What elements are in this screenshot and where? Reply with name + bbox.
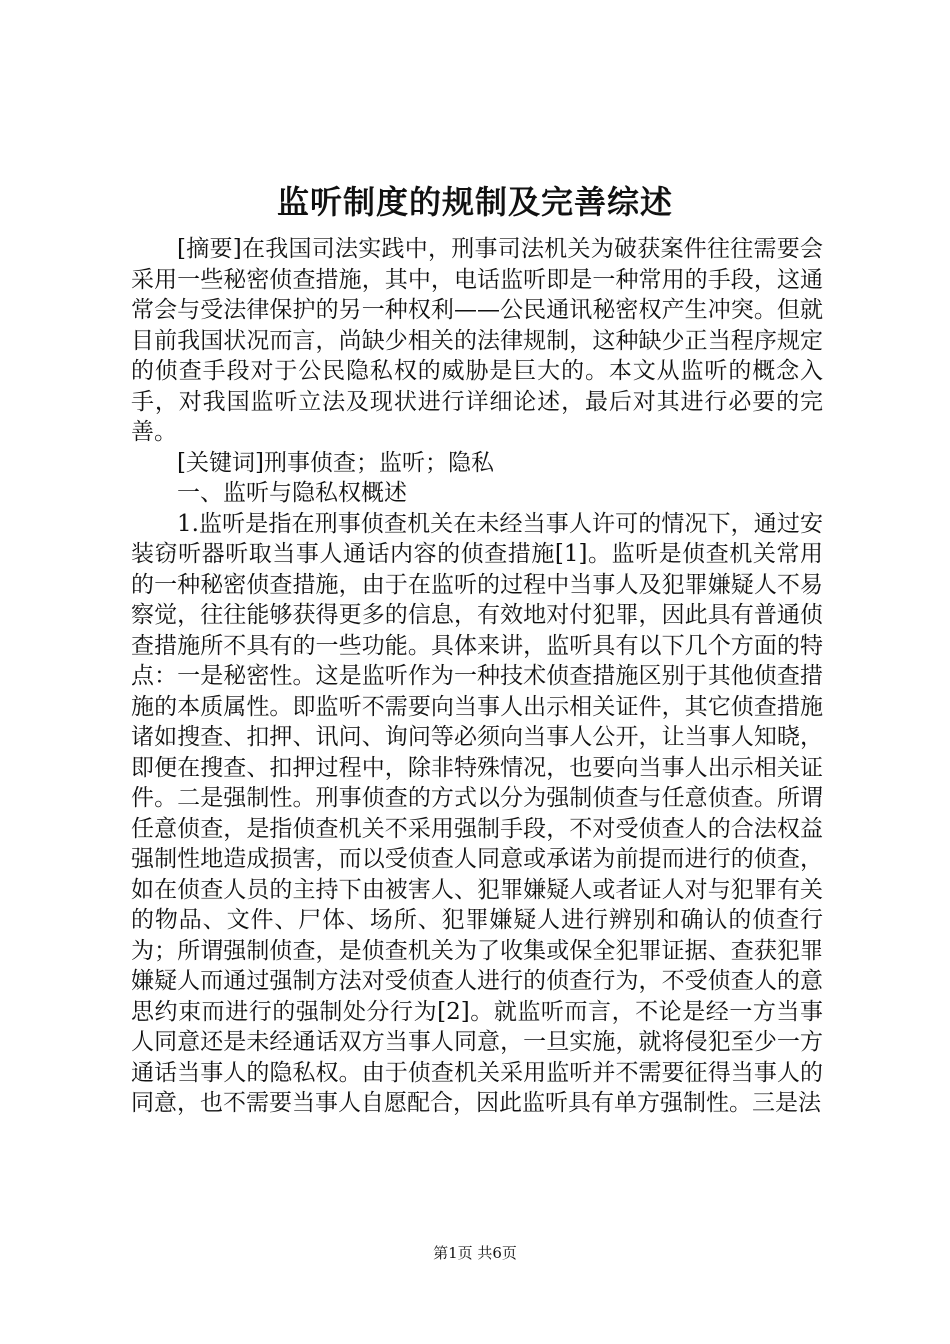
abstract-paragraph: [摘要]在我国司法实践中，刑事司法机关为破获案件往往需要会采用一些秘密侦查措施，其中，电话监听即是一种常用的手段，这通常会与受法律保护的另一种权利——公民通讯秘密权产生冲突。但就目前我国状况而言，尚缺少相关的法律规制，这种缺少正当程序规定的侦查手段对于公民隐私权的威胁是巨大的。本文从监听的概念入手，对我国监听立法及现状进行详细论述，最后对其进行必要的完善。: [131, 236, 823, 445]
section-heading: 一、监听与隐私权概述: [177, 480, 407, 506]
document-body: [131, 234, 823, 1119]
keywords-paragraph: [关键词]刑事侦查；监听；隐私: [177, 449, 494, 476]
page-number-footer: 第1页 共6页: [433, 1244, 517, 1262]
body-paragraph: 1.监听是指在刑事侦查机关在未经当事人许可的情况下，通过安装窃听器听取当事人通话内容的侦查措施[1]。监听是侦查机关常用的一种秘密侦查措施，由于在监听的过程中当事人及犯罪嫌疑人不易察觉，往往能够获得更多的信息，有效地对付犯罪，因此具有普通侦查措施所不具有的一些功能。具体来讲，监听具有以下几个方面的特点：一是秘密性。这是监听作为一种技术侦查措施区别于其他侦查措施的本质属性。即监听不需要向当事人出示相关证件，其它侦查措施诸如搜查、扣押、讯问、询问等必须向当事人公开，让当事人知晓，即便在搜查、扣押过程中，除非特殊情况，也要向当事人出示相关证件。二是强制性。刑事侦查的方式以分为强制侦查与任意侦查。所谓任意侦查，是指侦查机关不采用强制手段，不对受侦查人的合法权益强制性地造成损害，而以受侦查人同意或承诺为前提而进行的侦查，如在侦查人员的主持下由被害人、犯罪嫌疑人或者证人对与犯罪有关的物品、文件、尸体、场所、犯罪嫌疑人进行辨别和确认的侦查行为；所谓强制侦查，是侦查机关为了收集或保全犯罪证据、查获犯罪嫌疑人而通过强制方法对受侦查人进行的侦查行为，不受侦查人的意思约束而进行的强制处分行为[2]。就监听而言，不论是经一方当事人同意还是未经通话双方当事人同意，一旦实施，就将侵犯至少一方通话当事人的隐私权。由于侦查机关采用监听并不需要征得当事人的同意，也不需要当事人自愿配合，因此监听具有单方强制性。三是法: [131, 510, 823, 1116]
document-title: 监听制度的规制及完善综述: [276, 183, 673, 221]
